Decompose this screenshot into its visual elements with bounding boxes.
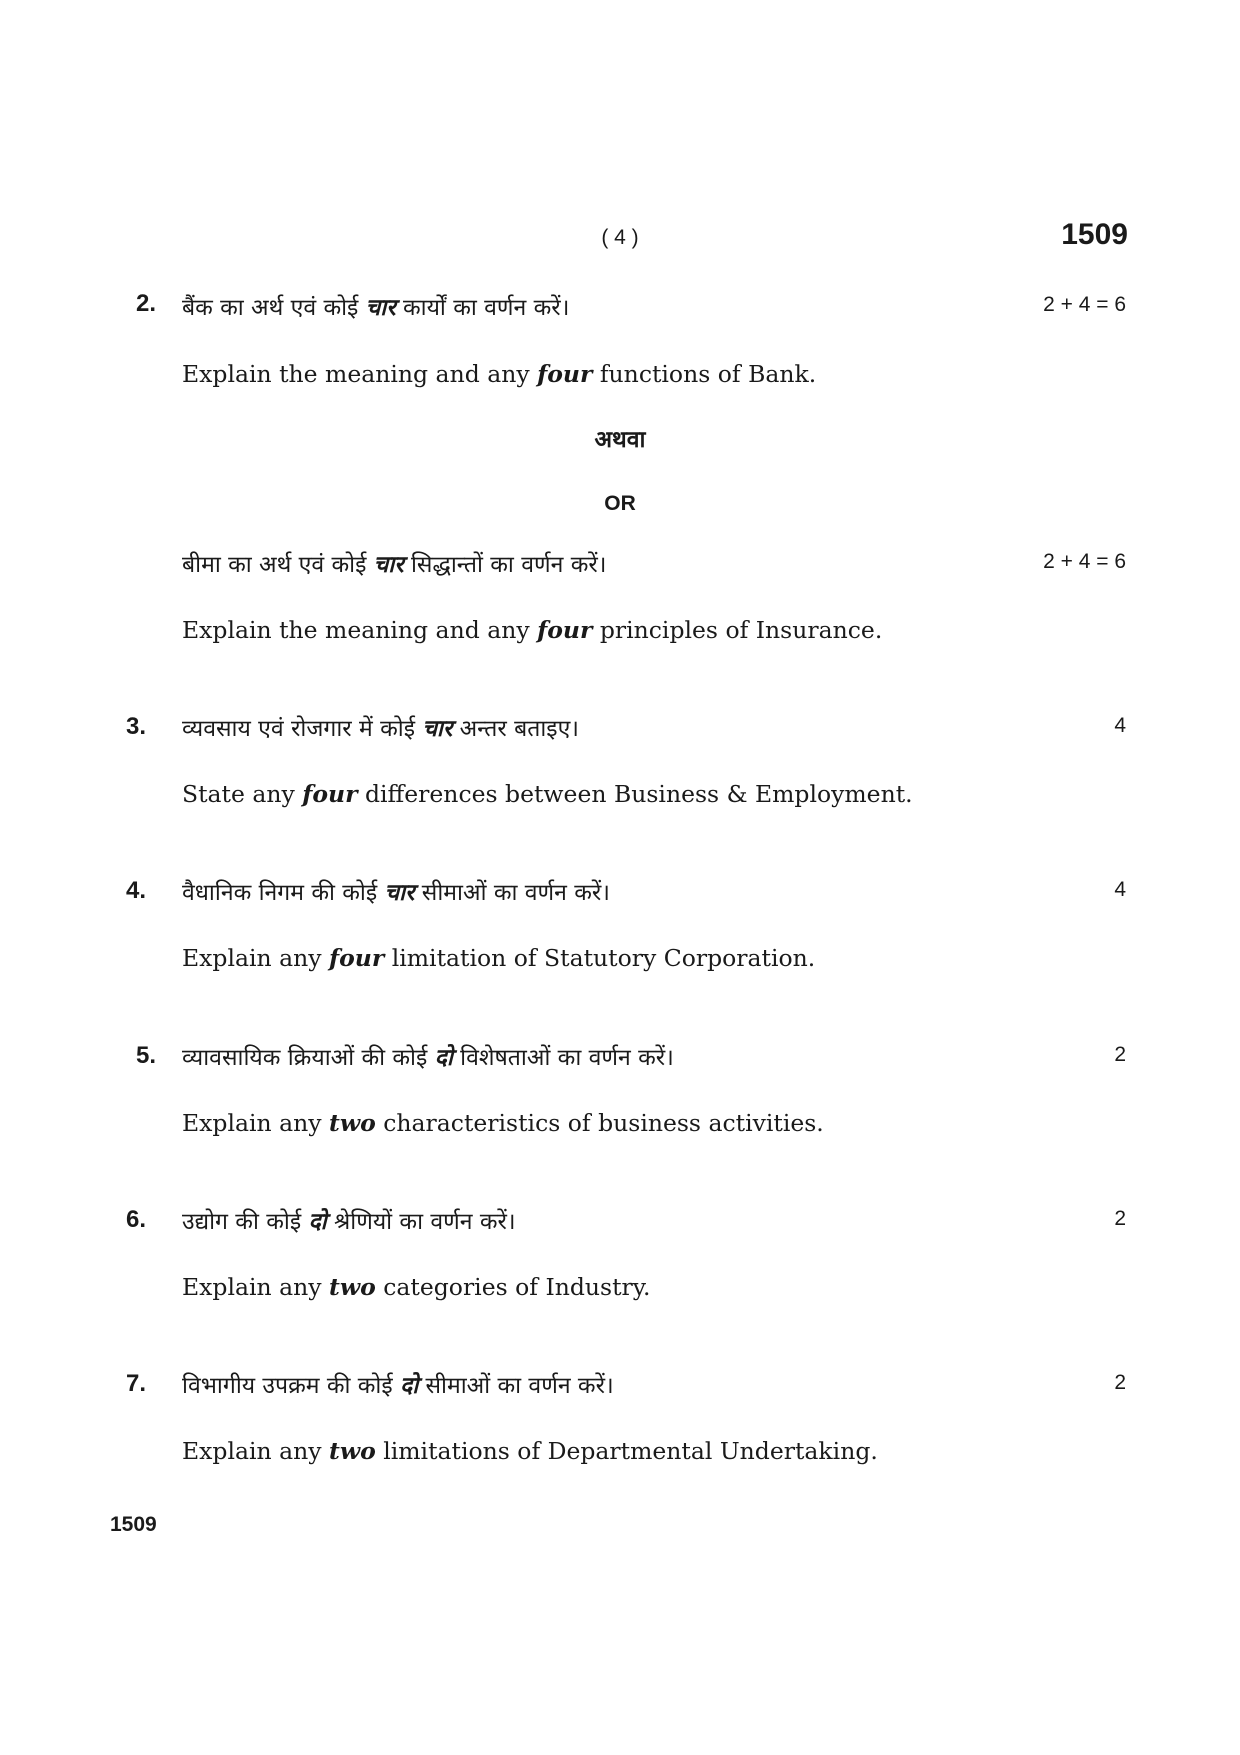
separator-english: OR bbox=[604, 492, 636, 515]
english-text: limitation of Statutory Corporation. bbox=[384, 944, 816, 972]
hindi-text: वैधानिक निगम की कोई bbox=[182, 880, 385, 906]
hindi-text: उद्योग की कोई bbox=[182, 1209, 309, 1235]
hindi-text: बैंक का अर्थ एवं कोई bbox=[182, 295, 366, 321]
english-text: functions of Bank. bbox=[592, 360, 817, 388]
english-emphasis: two bbox=[329, 1273, 376, 1301]
question-3-marks: 4 bbox=[1114, 714, 1126, 737]
english-emphasis: four bbox=[329, 944, 385, 972]
hindi-text: सीमाओं का वर्णन करें। bbox=[414, 880, 611, 906]
question-2-alt-hindi bbox=[182, 547, 606, 579]
question-4-hindi bbox=[182, 875, 610, 907]
question-7-hindi bbox=[182, 1368, 614, 1400]
question-6-marks: 2 bbox=[1114, 1207, 1126, 1230]
question-4-english bbox=[182, 944, 815, 972]
question-2-alt-marks: 2 + 4 = 6 bbox=[1043, 550, 1126, 573]
question-number-2: 2. bbox=[136, 290, 157, 317]
question-number-5: 5. bbox=[136, 1042, 157, 1069]
hindi-text: सिद्धान्तों का वर्णन करें। bbox=[403, 552, 607, 578]
question-number-3: 3. bbox=[126, 713, 147, 740]
hindi-text: सीमाओं का वर्णन करें। bbox=[418, 1373, 614, 1399]
hindi-text: श्रेणियों का वर्णन करें। bbox=[326, 1209, 516, 1235]
english-text: Explain any bbox=[182, 1109, 329, 1137]
hindi-text: व्यवसाय एवं रोजगार में कोई bbox=[182, 716, 423, 742]
english-text: principles of Insurance. bbox=[592, 616, 883, 644]
question-3-english bbox=[182, 780, 913, 808]
hindi-text: विभागीय उपक्रम की कोई bbox=[182, 1373, 400, 1399]
english-emphasis: four bbox=[537, 360, 593, 388]
hindi-emphasis: चार bbox=[373, 552, 404, 578]
question-2-marks: 2 + 4 = 6 bbox=[1043, 293, 1126, 316]
hindi-text: कार्यों का वर्णन करें। bbox=[395, 295, 570, 321]
hindi-text: बीमा का अर्थ एवं कोई bbox=[182, 552, 374, 578]
hindi-text: अन्तर बताइए। bbox=[452, 716, 580, 742]
hindi-text: व्यावसायिक क्रियाओं की कोई bbox=[182, 1045, 435, 1071]
question-5-english bbox=[182, 1109, 824, 1137]
question-2-english bbox=[182, 360, 816, 388]
question-2-hindi bbox=[182, 290, 569, 322]
hindi-emphasis: दो bbox=[399, 1373, 419, 1399]
question-7-marks: 2 bbox=[1114, 1371, 1126, 1394]
english-text: Explain any bbox=[182, 944, 329, 972]
hindi-emphasis: चार bbox=[384, 880, 415, 906]
question-4-marks: 4 bbox=[1114, 878, 1126, 901]
english-text: characteristics of business activities. bbox=[375, 1109, 824, 1137]
paper-code-footer: 1509 bbox=[110, 1513, 157, 1536]
question-number-4: 4. bbox=[126, 877, 147, 904]
hindi-emphasis: चार bbox=[365, 295, 396, 321]
hindi-text: विशेषताओं का वर्णन करें। bbox=[452, 1045, 674, 1071]
hindi-emphasis: चार bbox=[422, 716, 453, 742]
page-number: ( 4 ) bbox=[601, 226, 639, 249]
english-text: Explain any bbox=[182, 1437, 329, 1465]
question-3-hindi bbox=[182, 711, 579, 743]
english-emphasis: four bbox=[302, 780, 358, 808]
english-emphasis: two bbox=[329, 1437, 376, 1465]
question-number-7: 7. bbox=[126, 1370, 147, 1397]
english-emphasis: four bbox=[537, 616, 593, 644]
english-text: State any bbox=[182, 780, 303, 808]
question-5-marks: 2 bbox=[1114, 1043, 1126, 1066]
question-6-english bbox=[182, 1273, 650, 1301]
english-text: differences between Business & Employment. bbox=[357, 780, 913, 808]
english-text: limitations of Departmental Undertaking. bbox=[375, 1437, 878, 1465]
question-7-english bbox=[182, 1437, 878, 1465]
paper-code-header: 1509 bbox=[1061, 218, 1128, 251]
question-number-6: 6. bbox=[126, 1206, 147, 1233]
english-text: Explain the meaning and any bbox=[182, 360, 538, 388]
hindi-emphasis: दो bbox=[308, 1209, 327, 1235]
english-text: Explain the meaning and any bbox=[182, 616, 538, 644]
question-2-alt-english bbox=[182, 616, 882, 644]
english-text: categories of Industry. bbox=[375, 1273, 651, 1301]
question-5-hindi bbox=[182, 1040, 674, 1072]
question-6-hindi bbox=[182, 1204, 516, 1236]
english-text: Explain any bbox=[182, 1273, 329, 1301]
english-emphasis: two bbox=[329, 1109, 376, 1137]
separator-hindi: अथवा bbox=[594, 427, 646, 453]
hindi-emphasis: दो bbox=[434, 1045, 453, 1071]
